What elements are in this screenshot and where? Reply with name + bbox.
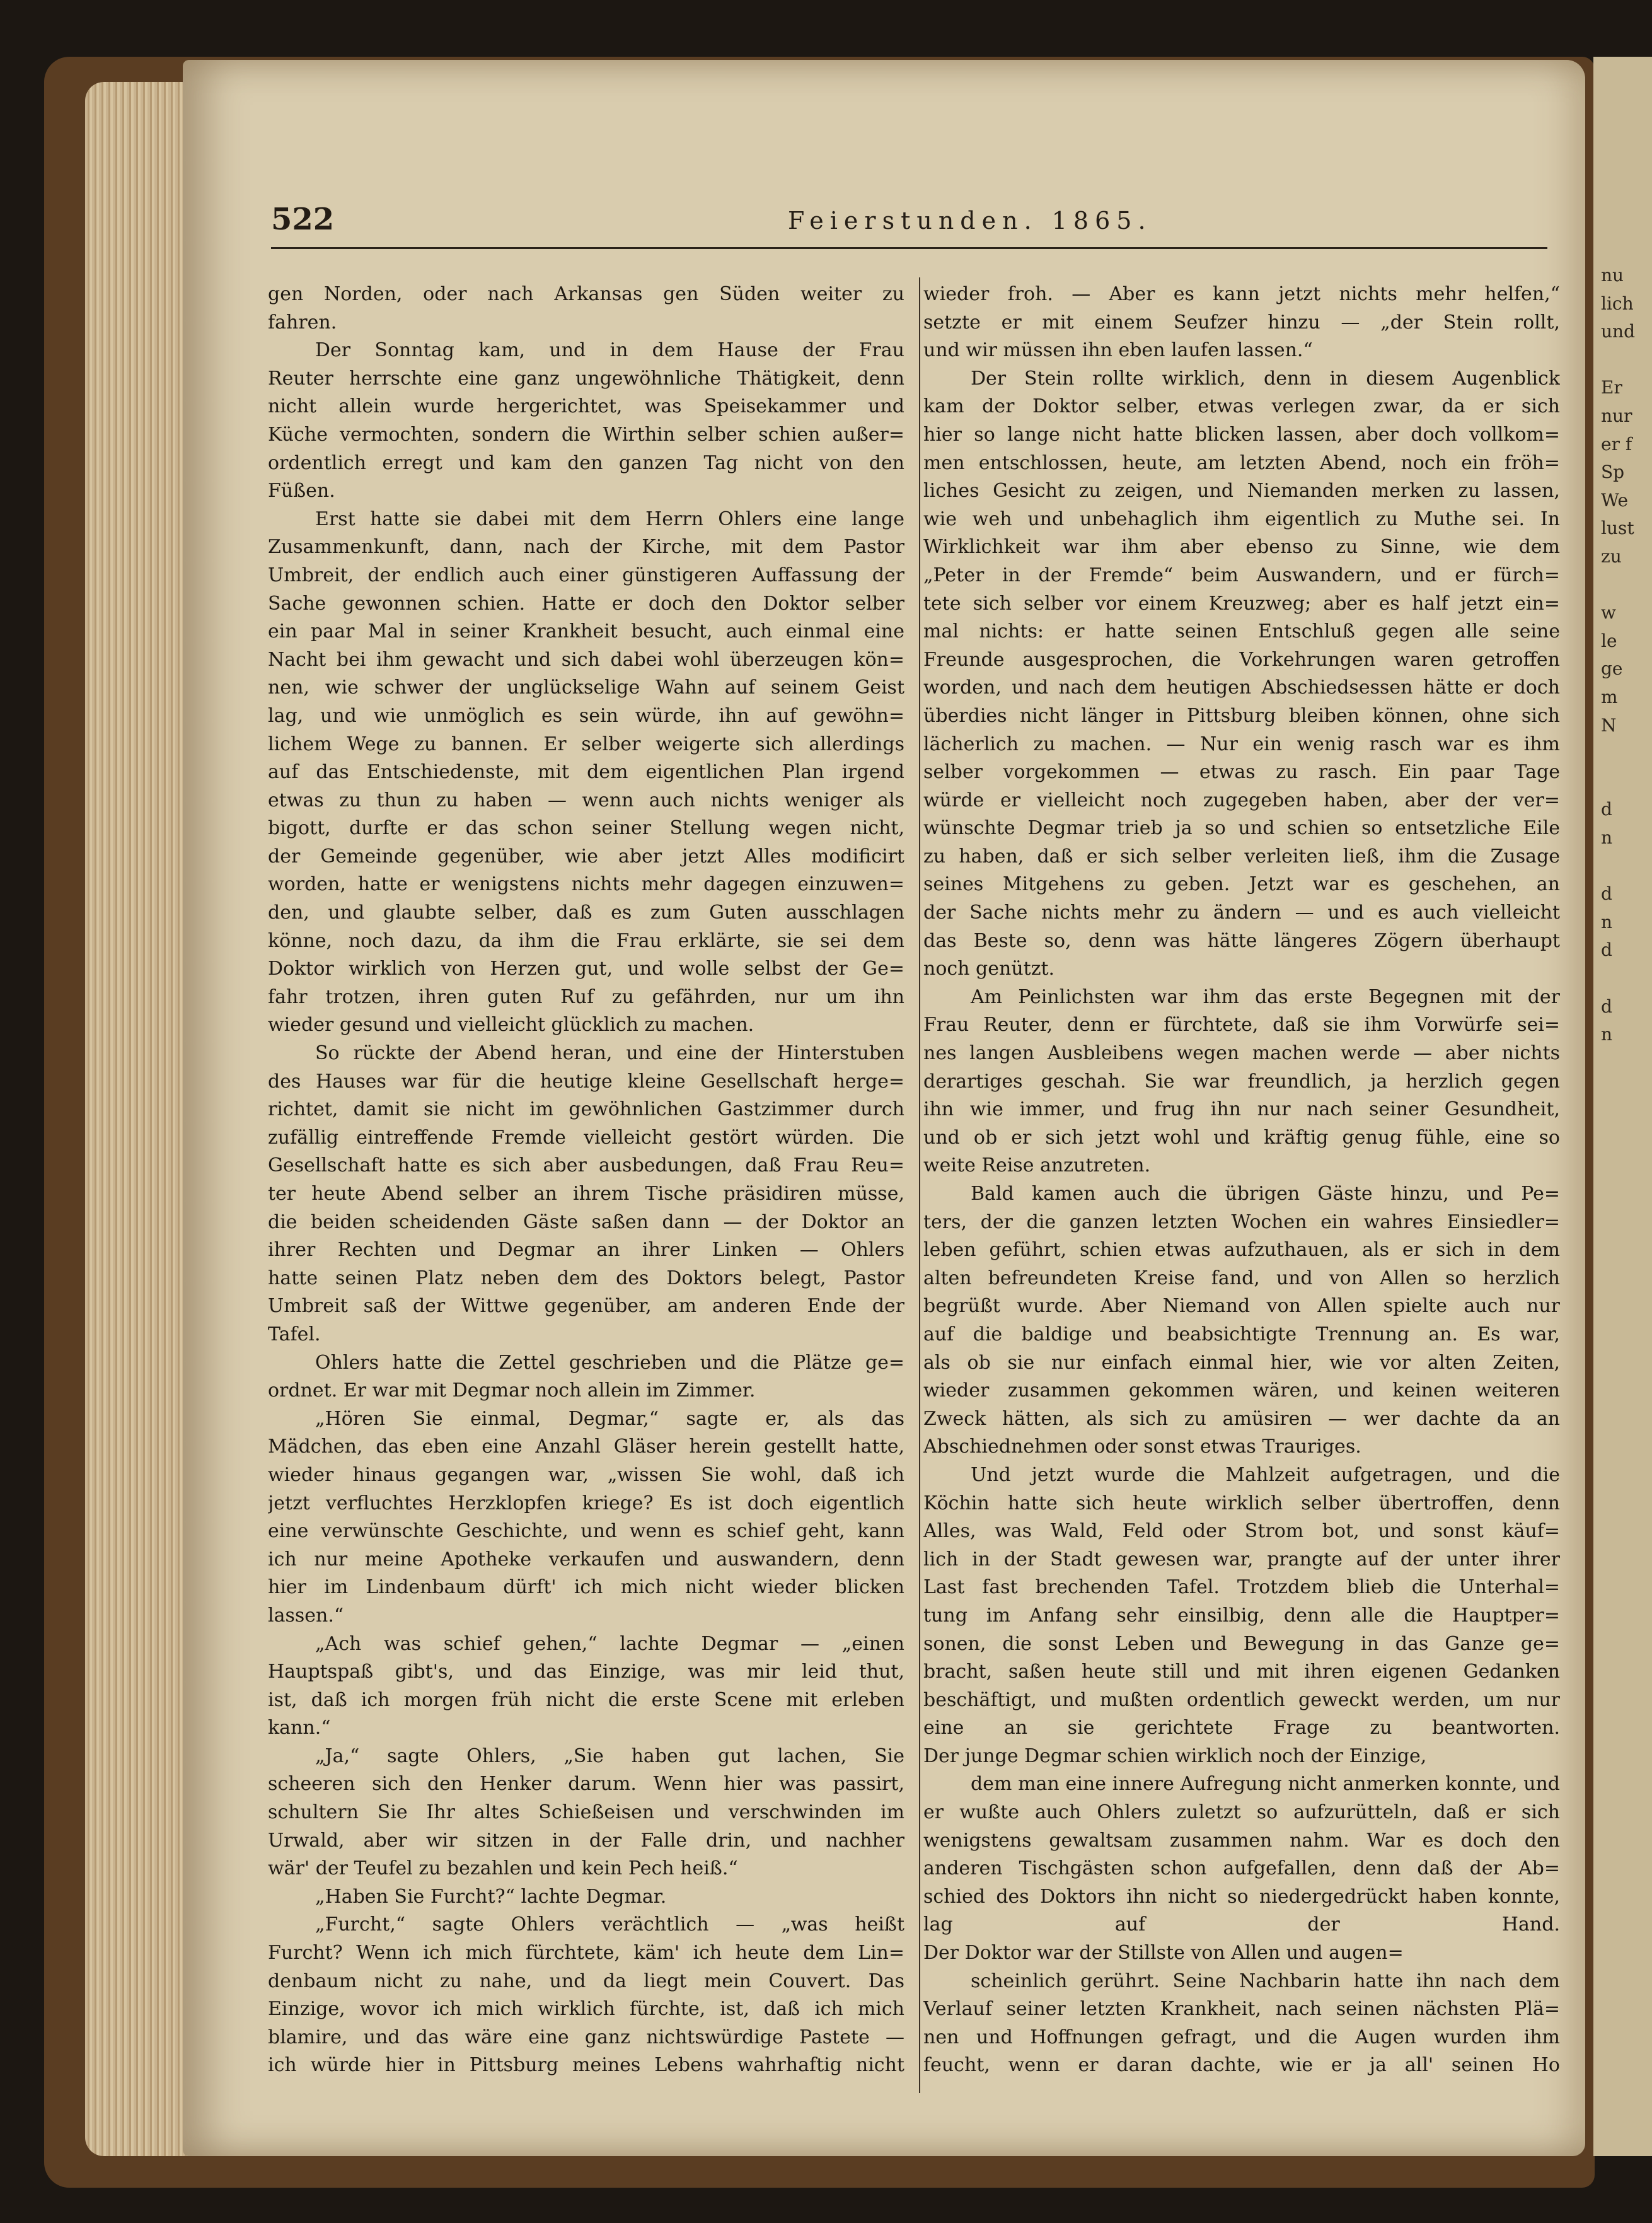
header-rule (271, 247, 1547, 249)
text-line: bigott, durfte er das schon seiner Stellung wegen nicht, (268, 817, 904, 840)
text-line: Mädchen, das eben eine Anzahl Gläser herein gestellt hatte, (268, 1436, 904, 1458)
text-line: hatte seinen Platz neben dem des Doktors belegt, Pastor (268, 1267, 904, 1289)
text-line: den, und glaubte selber, daß es zum Guten ausschlagen (268, 902, 904, 924)
text-line: ihn wie immer, und frug ihn nur nach seiner Gesundheit, (923, 1098, 1560, 1121)
text-line: schultern Sie Ihr altes Schießeisen und verschwinden im (268, 1801, 904, 1824)
text-line: Wirklichkeit war ihm aber ebenso zu Sinne, wie dem (923, 536, 1560, 559)
text-line: ich nur meine Apotheke verkaufen und auswandern, denn (268, 1548, 904, 1570)
text-line: Last fast brechenden Tafel. Trotzdem blieb die Unterhal= (923, 1576, 1560, 1599)
text-line: gen Norden, oder nach Arkansas gen Süden weiter zu (268, 283, 904, 305)
text-line: liches Gesicht zu zeigen, und Niemanden merken zu lassen, (923, 480, 1560, 502)
text-line: setzte er mit einem Seufzer hinzu — „der Stein rollt, (923, 311, 1560, 334)
text-line: überdies nicht länger in Pittsburg bleiben können, ohne sich (923, 704, 1560, 727)
text-line: Abschiednehmen oder sonst etwas Trauriges. (923, 1436, 1361, 1458)
text-line: beschäftigt, und mußten ordentlich geweckt werden, um nur (923, 1688, 1560, 1711)
facing-page-fragment: d (1601, 883, 1612, 905)
text-line: worden, hatte er wenigstens nichts mehr dagegen einzuwen= (268, 873, 904, 896)
text-line: zufällig eintreffende Fremde vielleicht gestört würden. Die (268, 1126, 904, 1149)
text-line: Sache gewonnen schien. Hatte er doch den Doktor selber (268, 592, 904, 615)
facing-page-fragment: nur (1601, 405, 1632, 426)
text-line: lichem Wege zu bannen. Er selber weigerte sich allerdings (268, 733, 904, 755)
text-line: wieder zusammen gekommen wären, und keinen weiteren (923, 1379, 1560, 1402)
text-line: wär' der Teufel zu bezahlen und kein Pech heiß.“ (268, 1857, 738, 1880)
text-line: auf die baldige und beabsichtigte Trennung an. Es war, (923, 1323, 1560, 1345)
text-line: des Hauses war für die heutige kleine Gesellschaft herge= (268, 1070, 904, 1093)
facing-page-fragment: n (1601, 911, 1613, 932)
text-line: Bald kamen auch die übrigen Gäste hinzu, und Pe= (971, 1183, 1560, 1205)
text-line: lächerlich zu machen. — Nur ein wenig rasch war es ihm (923, 733, 1560, 755)
text-line: wie weh und unbehaglich ihm eigentlich zu Muthe sei. In (923, 508, 1560, 530)
text-line: sonen, die sonst Leben und Bewegung in das Ganze ge= (923, 1632, 1560, 1655)
text-line: Frau Reuter, denn er fürchtete, daß sie ihm Vorwürfe sei= (923, 1014, 1560, 1036)
text-line: wünschte Degmar trieb ja so und schien so entsetzliche Eile (923, 817, 1560, 840)
text-line: blamire, und das wäre eine ganz nichtswürdige Pastete — (268, 2026, 904, 2048)
facing-page-fragment: d (1601, 799, 1612, 820)
text-line: „Hören Sie einmal, Degmar,“ sagte er, als das (315, 1407, 904, 1430)
text-line: noch genützt. (923, 958, 1055, 980)
text-line: lich in der Stadt gewesen war, prangte auf der unter ihrer (923, 1548, 1560, 1570)
text-line: zu haben, daß er sich selber verleiten ließ, ihm die Zusage (923, 845, 1560, 868)
text-line: Zusammenkunft, dann, nach der Kirche, mit dem Pastor (268, 536, 904, 559)
book-page (183, 60, 1585, 2156)
facing-page-fragment: ge (1601, 658, 1623, 680)
text-line: fahren. (268, 311, 337, 334)
text-line: der Sache nichts mehr zu ändern — und es auch vielleicht (923, 902, 1560, 924)
facing-page-fragment: We (1601, 489, 1629, 511)
text-line: dem man eine innere Aufregung nicht anmerken konnte, und (971, 1773, 1560, 1796)
text-line: scheinlich gerührt. Seine Nachbarin hatte ihn nach dem (971, 1970, 1560, 1992)
text-line: selber vorgekommen — etwas zu rasch. Ein paar Tage (923, 761, 1560, 784)
text-line: Der Stein rollte wirklich, denn in diesem Augenblick (971, 367, 1560, 390)
text-line: Nacht bei ihm gewacht und sich dabei wohl überzeugen kön= (268, 648, 904, 671)
text-line: denbaum nicht zu nahe, und da liegt mein Couvert. Das (268, 1970, 904, 1992)
text-line: Tafel. (268, 1323, 321, 1345)
page-number: 522 (271, 202, 335, 237)
facing-page-fragment: lust (1601, 518, 1634, 539)
facing-page-edge (1593, 57, 1652, 2156)
text-line: das Beste so, denn was hätte längeres Zögern überhaupt (923, 929, 1560, 952)
running-title: Feierstunden. 1865. (788, 207, 1152, 235)
left-column (268, 281, 904, 2080)
facing-page-fragment: lich (1601, 293, 1634, 314)
text-line: Gesellschaft hatte es sich aber ausbedungen, daß Frau Reu= (268, 1154, 904, 1177)
text-line: fahr trotzen, ihren guten Ruf zu gefährden, nur um ihn (268, 985, 904, 1008)
text-line: ters, der die ganzen letzten Wochen ein wahres Einsiedler= (923, 1210, 1560, 1233)
text-line: Verlauf seiner letzten Krankheit, nach seinen nächsten Plä= (923, 1998, 1560, 2021)
text-line: und wir müssen ihn eben laufen lassen.“ (923, 339, 1313, 362)
text-line: der Gemeinde gegenüber, wie aber jetzt Alles modificirt (268, 845, 904, 868)
text-line: „Haben Sie Furcht?“ lachte Degmar. (315, 1885, 667, 1908)
facing-page-fragment: n (1601, 827, 1613, 848)
text-line: Doktor wirklich von Herzen gut, und wolle selbst der Ge= (268, 958, 904, 980)
text-line: worden, und nach dem heutigen Abschiedsessen hätte er doch (923, 676, 1560, 699)
text-line: könne, noch dazu, da ihm die Frau erklärte, sie sei dem (268, 929, 904, 952)
text-line: ter heute Abend selber an ihrem Tische präsidiren müsse, (268, 1183, 904, 1205)
text-line: Hauptspaß gibt's, und das Einzige, was mir leid thut, (268, 1661, 904, 1683)
text-line: hier so lange nicht hatte blicken lassen, aber doch vollkom= (923, 423, 1560, 446)
facing-page-fragment: Sp (1601, 461, 1625, 483)
text-line: Umbreit saß der Wittwe gegenüber, am anderen Ende der (268, 1295, 904, 1318)
text-line: Erst hatte sie dabei mit dem Herrn Ohlers eine lange (315, 508, 904, 530)
right-column (923, 281, 1560, 2080)
facing-page-fragment: zu (1601, 546, 1622, 567)
text-line: „Ja,“ sagte Ohlers, „Sie haben gut lachen, Sie (315, 1744, 904, 1767)
facing-page-fragment: er f (1601, 433, 1632, 455)
text-line: Der junge Degmar schien wirklich noch der Einzige, (923, 1744, 1427, 1767)
text-line: auf das Entschiedenste, mit dem eigentlichen Plan irgend (268, 761, 904, 784)
text-line: hier im Lindenbaum dürft' ich mich nicht wieder blicken (268, 1576, 904, 1599)
text-line: Zweck hätten, als sich zu amüsiren — wer dachte da an (923, 1407, 1560, 1430)
text-line: würde er vielleicht noch zugegeben haben, aber der ver= (923, 789, 1560, 811)
facing-page-fragment: d (1601, 995, 1612, 1017)
text-line: mal nichts: er hatte seinen Entschluß gegen alle seine (923, 620, 1560, 643)
text-line: er wußte auch Ohlers zuletzt so aufzurütteln, daß er sich (923, 1801, 1560, 1824)
text-line: ordnet. Er war mit Degmar noch allein im Zimmer. (268, 1379, 756, 1402)
text-line: Umbreit, der endlich auch einer günstigeren Auffassung der (268, 564, 904, 586)
text-line: ihrer Rechten und Degmar an ihrer Linken — Ohlers (268, 1239, 904, 1262)
text-line: Ohlers hatte die Zettel geschrieben und die Plätze ge= (315, 1351, 904, 1374)
facing-page-fragment: N (1601, 714, 1617, 736)
text-line: und ob er sich jetzt wohl und kräftig genug fühle, eine so (923, 1126, 1560, 1149)
text-line: wenigstens gewaltsam zusammen nahm. War es doch den (923, 1829, 1560, 1852)
text-line: Füßen. (268, 480, 335, 502)
text-line: Und jetzt wurde die Mahlzeit aufgetragen, und die (971, 1463, 1560, 1486)
text-line: lassen.“ (268, 1604, 344, 1627)
text-line: eine an sie gerichtete Frage zu beantworten. (923, 1717, 1560, 1739)
facing-page-fragment: nu (1601, 265, 1624, 286)
text-line: wieder froh. — Aber es kann jetzt nichts mehr helfen,“ (923, 283, 1560, 305)
text-line: tete sich selber vor einem Kreuzweg; aber es half jetzt ein= (923, 592, 1560, 615)
text-line: schied des Doktors ihn nicht so niedergedrückt haben konnte, (923, 1885, 1560, 1908)
text-line: als ob sie nur einfach einmal hier, wie vor alten Zeiten, (923, 1351, 1560, 1374)
text-line: Der Doktor war der Stillste von Allen und augen= (923, 1942, 1404, 1965)
text-line: Reuter herrschte eine ganz ungewöhnliche Thätigkeit, denn (268, 367, 904, 390)
text-line: feucht, wenn er daran dachte, wie er ja all' seinen Ho (923, 2054, 1560, 2077)
text-line: Alles, was Wald, Feld oder Strom bot, und sonst käuf= (923, 1520, 1560, 1543)
text-line: „Furcht,“ sagte Ohlers verächtlich — „was heißt (315, 1913, 904, 1936)
page-header (183, 202, 1585, 240)
text-line: So rückte der Abend heran, und eine der Hinterstuben (315, 1042, 904, 1065)
text-line: seines Mitgehens zu geben. Jetzt war es geschehen, an (923, 873, 1560, 896)
text-line: ordentlich erregt und kam den ganzen Tag nicht von den (268, 451, 904, 474)
text-line: Am Peinlichsten war ihm das erste Begegnen mit der (971, 985, 1560, 1008)
facing-page-fragment: m (1601, 687, 1618, 707)
text-line: begrüßt wurde. Aber Niemand von Allen spielte auch nur (923, 1295, 1560, 1318)
text-line: Freunde ausgesprochen, die Vorkehrungen waren getroffen (923, 648, 1560, 671)
text-line: lag auf der Hand. (923, 1913, 1560, 1936)
column-divider (919, 277, 920, 2093)
facing-page-fragment: Er (1601, 377, 1622, 398)
facing-page-fragment: und (1601, 321, 1635, 342)
text-line: anderen Tischgästen schon aufgefallen, denn daß der Ab= (923, 1857, 1560, 1880)
text-line: etwas zu thun zu haben — wenn auch nichts weniger als (268, 789, 904, 811)
text-line: nicht allein wurde hergerichtet, was Speisekammer und (268, 395, 904, 418)
text-line: bracht, saßen heute still und mit ihren eigenen Gedanken (923, 1661, 1560, 1683)
text-line: Furcht? Wenn ich mich fürchtete, käm' ich heute dem Lin= (268, 1942, 904, 1965)
text-line: Urwald, aber wir sitzen in der Falle drin, und nachher (268, 1829, 904, 1852)
text-line: wieder hinaus gegangen war, „wissen Sie wohl, daß ich (268, 1463, 904, 1486)
text-line: Der Sonntag kam, und in dem Hause der Frau (315, 339, 904, 362)
facing-page-fragment: le (1601, 630, 1617, 651)
facing-page-fragment: n (1601, 1024, 1613, 1045)
text-line: lag, und wie unmöglich es sein würde, ihn auf gewöhn= (268, 704, 904, 727)
text-line: weite Reise anzutreten. (923, 1154, 1151, 1177)
text-line: tung im Anfang sehr einsilbig, denn alle die Hauptper= (923, 1604, 1560, 1627)
text-line: Köchin hatte sich heute wirklich selber übertroffen, denn (923, 1492, 1560, 1514)
text-line: „Peter in der Fremde“ beim Auswandern, und er fürch= (923, 564, 1560, 586)
text-line: jetzt verfluchtes Herzklopfen kriege? Es ist doch eigentlich (268, 1492, 904, 1514)
text-line: ist, daß ich morgen früh nicht die erste Scene mit erleben (268, 1688, 904, 1711)
text-line: scheeren sich den Henker darum. Wenn hier was passirt, (268, 1773, 904, 1796)
text-line: kann.“ (268, 1717, 331, 1739)
text-line: Küche vermochten, sondern die Wirthin selber schien außer= (268, 423, 904, 446)
text-line: „Ach was schief gehen,“ lachte Degmar — „einen (315, 1632, 904, 1655)
text-line: die beiden scheidenden Gäste saßen dann — der Doktor an (268, 1210, 904, 1233)
text-line: men entschlossen, heute, am letzten Abend, noch ein fröh= (923, 451, 1560, 474)
text-line: alten befreundeten Kreise fand, und von Allen so herzlich (923, 1267, 1560, 1289)
text-line: nes langen Ausbleibens wegen machen werde — aber nichts (923, 1042, 1560, 1065)
text-line: Einzige, wovor ich mich wirklich fürchte, ist, daß ich mich (268, 1998, 904, 2021)
facing-page-fragment: w (1601, 602, 1616, 624)
text-line: wieder gesund und vielleicht glücklich zu machen. (268, 1014, 754, 1036)
text-line: eine verwünschte Geschichte, und wenn es schief geht, kann (268, 1520, 904, 1543)
text-line: leben geführt, schien etwas aufzuthauen, als er sich in dem (923, 1239, 1560, 1262)
text-line: nen und Hoffnungen gefragt, und die Augen wurden ihm (923, 2026, 1560, 2048)
facing-page-fragment: d (1601, 939, 1612, 961)
text-line: ich würde hier in Pittsburg meines Lebens wahrhaftig nicht (268, 2054, 904, 2077)
text-line: richtet, damit sie nicht im gewöhnlichen Gastzimmer durch (268, 1098, 904, 1121)
text-line: ein paar Mal in seiner Krankheit besucht, auch einmal eine (268, 620, 904, 643)
text-line: derartiges geschah. Sie war freundlich, ja herzlich gegen (923, 1070, 1560, 1093)
text-line: kam der Doktor selber, etwas verlegen zwar, da er sich (923, 395, 1560, 418)
text-line: nen, wie schwer der unglückselige Wahn auf seinem Geist (268, 676, 904, 699)
